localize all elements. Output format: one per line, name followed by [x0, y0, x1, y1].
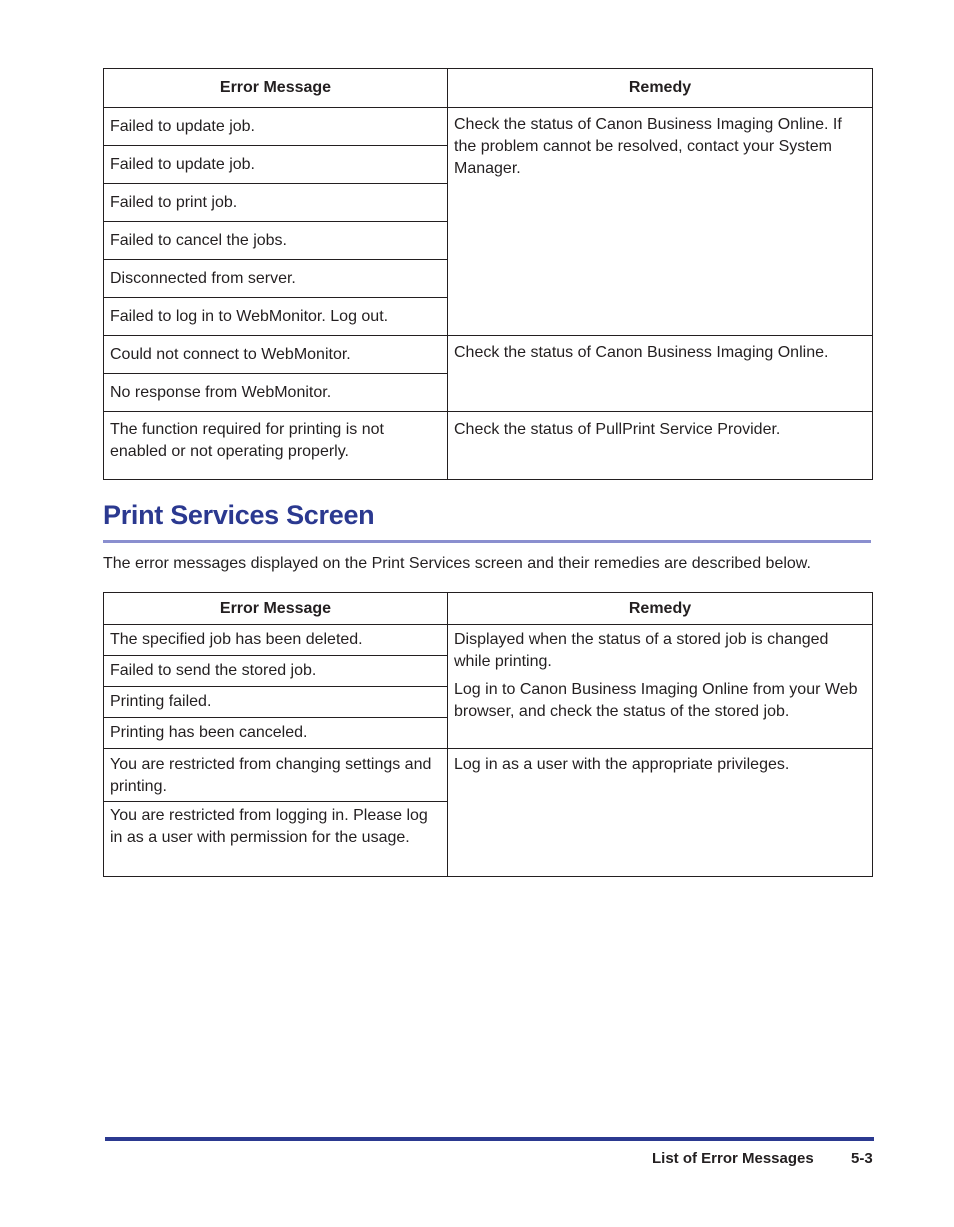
title-divider — [103, 540, 871, 543]
footer-divider — [105, 1137, 874, 1141]
error-message-cell: Failed to update job. — [104, 108, 448, 146]
remedy-cell: Check the status of Canon Business Imaging Online. If the problem cannot be resolved, contact your System Manager. — [448, 108, 873, 336]
error-message-cell: No response from WebMonitor. — [104, 374, 448, 412]
error-table-1 — [103, 68, 873, 480]
header-remedy: Remedy — [448, 69, 873, 108]
remedy-cell: Log in as a user with the appropriate privileges. — [448, 749, 873, 877]
header-error-message: Error Message — [104, 69, 448, 108]
error-message-cell: The specified job has been deleted. — [104, 625, 448, 656]
error-message-cell: Disconnected from server. — [104, 260, 448, 298]
error-message-cell: Printing failed. — [104, 687, 448, 718]
header-error-message: Error Message — [104, 593, 448, 625]
error-message-cell: Failed to send the stored job. — [104, 656, 448, 687]
error-message-cell: You are restricted from logging in. Please log in as a user with permission for the usage. — [104, 802, 448, 877]
remedy-paragraph: Displayed when the status of a stored job is changed while printing. — [454, 631, 829, 670]
error-message-cell: Failed to log in to WebMonitor. Log out. — [104, 298, 448, 336]
error-message-cell: Failed to cancel the jobs. — [104, 222, 448, 260]
footer-section-title: List of Error Messages — [652, 1150, 814, 1167]
error-message-cell: The function required for printing is not enabled or not operating properly. — [104, 412, 448, 480]
error-table-2 — [103, 592, 873, 877]
section-title: Print Services Screen — [103, 500, 375, 530]
remedy-cell — [448, 625, 873, 749]
section-intro: The error messages displayed on the Print Services screen and their remedies are described below. — [103, 555, 811, 572]
error-message-cell: Could not connect to WebMonitor. — [104, 336, 448, 374]
error-message-cell: Printing has been canceled. — [104, 718, 448, 749]
header-remedy: Remedy — [448, 593, 873, 625]
page-number: 5-3 — [851, 1150, 873, 1167]
remedy-paragraph: Log in to Canon Business Imaging Online from your Web browser, and check the status of the stored job. — [454, 681, 858, 720]
error-message-cell: You are restricted from changing settings and printing. — [104, 749, 448, 802]
error-message-cell: Failed to print job. — [104, 184, 448, 222]
remedy-cell: Check the status of Canon Business Imaging Online. — [448, 336, 873, 412]
remedy-cell: Check the status of PullPrint Service Provider. — [448, 412, 873, 480]
error-message-cell: Failed to update job. — [104, 146, 448, 184]
